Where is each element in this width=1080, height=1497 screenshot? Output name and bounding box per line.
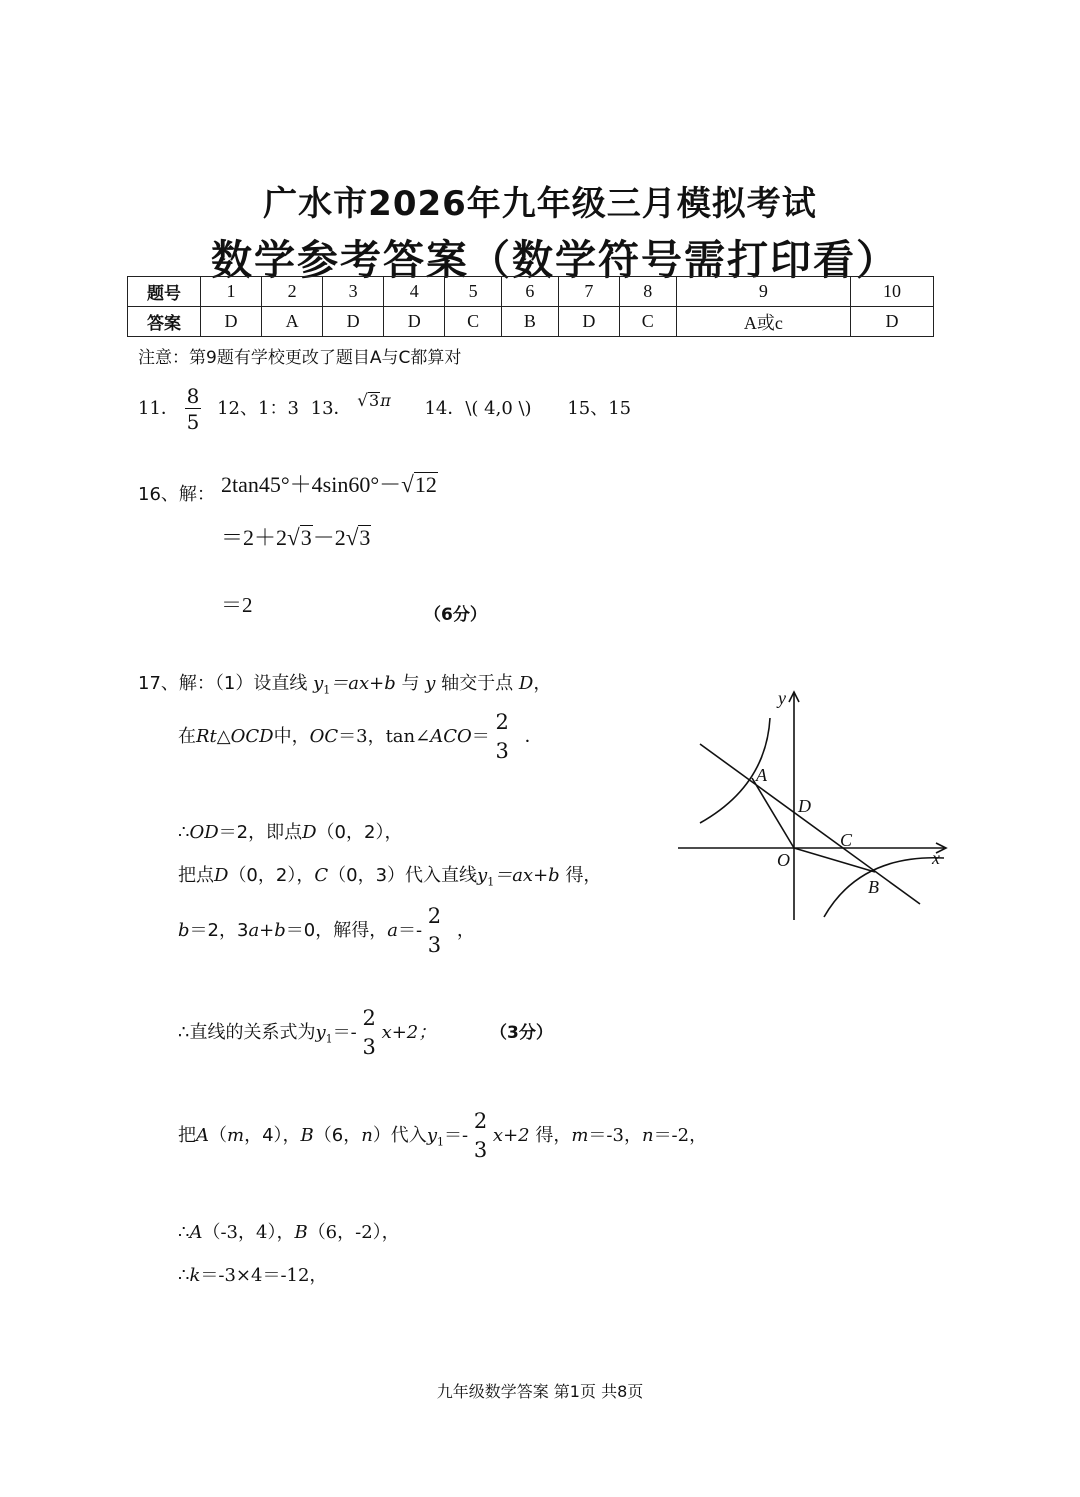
q16-expr-text: 2tan45°＋4sin60°－: [221, 472, 402, 497]
q17-l5-eq2: ＝-: [397, 920, 423, 941]
q16-score: （6分）: [424, 605, 487, 625]
q17-l3-OD: OD: [189, 822, 219, 843]
q17-l2-a: 在: [178, 726, 196, 747]
q17-l7-m-var: m: [571, 1125, 589, 1146]
q17-l5-den: 3: [427, 933, 442, 957]
q17-l7-A: A: [196, 1125, 209, 1146]
q13-radicand: 3: [369, 391, 380, 410]
q11-fraction: [185, 386, 202, 432]
table-cell: 4: [384, 277, 445, 307]
q17-l2-OC: OC: [309, 726, 339, 747]
segment-OB: [794, 848, 875, 872]
q17-l1-eq: ＝ax+b: [330, 673, 396, 694]
function-graph: [674, 686, 954, 926]
q17-l4-e: （0，3）代入直线: [328, 865, 478, 886]
q17-l6-den: 3: [362, 1035, 376, 1059]
q17-l2-num: 2: [495, 710, 509, 734]
q16-expression: 2tan45°＋4sin60°－√12: [221, 471, 437, 497]
q17-l8-therefore: ∴: [178, 1222, 190, 1243]
q17-l2-fraction: [495, 712, 508, 762]
table-header-number: 题号: [128, 277, 201, 307]
table-cell: B: [502, 307, 559, 337]
page-footer: 九年级数学答案 第1页 共8页: [436, 1382, 644, 1401]
graph-label-x: x: [932, 848, 940, 868]
q13-label: 13．: [310, 398, 352, 419]
q17-l1-yu: 与: [401, 673, 420, 694]
q17-l7-k: 得，: [535, 1125, 572, 1146]
q17-l6-score: （3分）: [489, 1023, 553, 1043]
answer-table: [127, 276, 934, 337]
q17-l6-eq: ＝-: [332, 1022, 357, 1043]
graph-label-y: y: [778, 688, 786, 708]
q11-denominator: 5: [186, 410, 200, 434]
q17-l6-a: ∴直线的关系式为: [178, 1022, 316, 1043]
q17-line1: [138, 669, 551, 697]
table-cell: 8: [619, 277, 676, 307]
q17-l6-d: x+2；: [381, 1022, 437, 1043]
q17-l6-sub: 1: [325, 1032, 333, 1046]
q17-l7-eq: ＝-: [443, 1125, 469, 1146]
q17-l4-sub: 1: [487, 875, 495, 889]
table-cell: D: [384, 307, 445, 337]
q17-l5-solve: ＝0，解得，: [285, 920, 388, 941]
q16-step2-a: ＝2＋2: [221, 525, 288, 550]
exam-title: 广水市2026年九年级三月模拟考试: [263, 184, 817, 224]
q17-l8-A: A: [189, 1222, 203, 1243]
table-cell: C: [445, 307, 502, 337]
table-cell: 6: [502, 277, 559, 307]
q17-l2-tan: ＝3，tan∠: [338, 726, 431, 747]
q16-step3: ＝2: [221, 593, 253, 617]
q17-l7-fraction: [474, 1111, 487, 1161]
q16-step2-rad1: 3: [300, 525, 312, 550]
q11-numerator: 8: [186, 384, 200, 408]
q17-l7-g: ）代入: [372, 1125, 427, 1146]
q17-l4-a: 把点: [178, 865, 214, 886]
q17-l7-c: （: [209, 1125, 227, 1146]
table-cell: 3: [323, 277, 384, 307]
hyperbola-branch-lower-right: [824, 858, 944, 917]
q17-l4-eq: ＝ax+b: [494, 865, 560, 886]
q16-step2-b: －2: [312, 525, 346, 550]
q17-l9-k: k: [189, 1265, 201, 1286]
q16-label: 16、解：: [138, 484, 215, 505]
q16-step2-rad2: 3: [359, 525, 371, 550]
table-cell: A: [262, 307, 323, 337]
graph-label-C: C: [840, 830, 853, 850]
q17-l1-sub: 1: [323, 683, 331, 697]
line-through-A-D-C-B: [700, 744, 920, 904]
table-cell: D: [851, 307, 934, 337]
question-number-row: [128, 277, 934, 307]
q17-line3: [178, 818, 402, 844]
q17-l8-e: （6，-2），: [307, 1222, 400, 1243]
q17-l5-end: ，: [456, 920, 475, 941]
q17-line9: [178, 1261, 327, 1287]
answer-key-title: 数学参考答案（数学符号需打印看）: [211, 236, 899, 284]
q17-l6-fraction: [362, 1008, 375, 1058]
table-cell: 7: [558, 277, 619, 307]
table-cell: 5: [445, 277, 502, 307]
table-cell: 10: [851, 277, 934, 307]
q17-l6-num: 2: [362, 1006, 376, 1030]
q17-l5-num: 2: [427, 904, 442, 928]
q17-l2-ACO: ACO: [430, 726, 472, 747]
note-text: 注意：第9题有学校更改了题目A与C都算对: [138, 348, 462, 368]
q17-l7-n-var: n: [641, 1125, 654, 1146]
q17-l7-n-val: ＝-2，: [653, 1125, 708, 1146]
q13-pi: π: [380, 391, 391, 410]
q17-l2-den: 3: [495, 739, 509, 763]
q17-l1-y: y: [313, 673, 324, 694]
table-cell: 1: [201, 277, 262, 307]
table-cell: 9: [676, 277, 850, 307]
graph-label-D: D: [798, 796, 811, 816]
q17-l5-b: b: [178, 920, 190, 941]
fill-in-answers: [138, 386, 631, 432]
table-cell: C: [619, 307, 676, 337]
q17-l3-c: ＝2，即点: [218, 822, 303, 843]
q17-l1-text: 轴交于点: [441, 673, 514, 694]
q11-label: 11．: [138, 398, 179, 419]
table-cell: D: [201, 307, 262, 337]
q17-line2: [178, 712, 543, 762]
q17-l7-j: x+2: [492, 1125, 530, 1146]
q17-l7-sub: 1: [436, 1135, 444, 1149]
q17-l2-eq: ＝: [471, 726, 490, 747]
q17-l8-c: （-3，4），: [202, 1222, 295, 1243]
q17-l1-D: D: [518, 673, 534, 694]
q12-answer: 12、1：3: [217, 398, 299, 419]
q17-l3-therefore: ∴: [178, 822, 190, 843]
q17-l7-n: n: [361, 1125, 373, 1146]
q17-l1-end: ，: [533, 673, 552, 694]
q17-line5: [178, 906, 475, 956]
q17-l6-y: y: [315, 1022, 326, 1043]
q17-l2-triangle: Rt△OCD: [196, 726, 274, 747]
q17-l3-D: D: [302, 822, 317, 843]
q17-l9-therefore: ∴: [178, 1265, 190, 1286]
table-cell: D: [558, 307, 619, 337]
q16-step2: ＝2＋2√3－2√3: [221, 524, 371, 550]
table-cell: 2: [262, 277, 323, 307]
graph-label-A: A: [756, 765, 767, 785]
q17-l8-B: B: [294, 1222, 308, 1243]
q17-l5-a: a: [387, 920, 398, 941]
q17-l5-ab: a+b: [248, 920, 286, 941]
q17-l7-a: 把: [178, 1125, 196, 1146]
answer-row: [128, 307, 934, 337]
q17-l2-c: 中，: [273, 726, 310, 747]
q17-l1-yaxis: y: [425, 673, 436, 694]
q17-l3-e: （0，2），: [316, 822, 403, 843]
q14-answer: 14．\( 4,0 \): [424, 398, 532, 419]
q17-line6: [178, 1008, 553, 1058]
q17-l5-fraction: [428, 906, 441, 956]
q17-line4: [178, 861, 601, 889]
q17-l4-c: （0，2），: [228, 865, 315, 886]
q17-line8: [178, 1218, 400, 1244]
q17-l7-f: （6，: [313, 1125, 362, 1146]
q17-l7-m-val: ＝-3，: [588, 1125, 642, 1146]
q17-l5-eq1: ＝2，3: [189, 920, 249, 941]
q17-l7-d: ，4），: [244, 1125, 301, 1146]
q17-l9-c: ＝-3×4＝-12，: [200, 1265, 328, 1286]
table-header-answer: 答案: [128, 307, 201, 337]
q17-l7-m: m: [227, 1125, 245, 1146]
q17-line7: [178, 1111, 707, 1161]
segment-OA: [752, 778, 794, 848]
graph-label-O: O: [777, 850, 790, 870]
q13-answer: √3π: [357, 390, 391, 410]
q17-l4-h: 得，: [565, 865, 602, 886]
q17-label: 17、解：（1）设直线: [138, 673, 308, 694]
q17-l7-num: 2: [473, 1109, 488, 1133]
q17-l4-y: y: [477, 865, 488, 886]
q17-l4-D: D: [214, 865, 229, 886]
q17-l7-den: 3: [473, 1138, 488, 1162]
q15-answer: 15、15: [567, 398, 632, 419]
q16-expr-radicand: 12: [414, 472, 437, 497]
table-cell: D: [323, 307, 384, 337]
table-cell: A或c: [676, 307, 850, 337]
q17-l4-C: C: [314, 865, 329, 886]
q17-l7-y: y: [426, 1125, 437, 1146]
q17-l7-B: B: [300, 1125, 314, 1146]
q17-l2-end: ．: [524, 726, 543, 747]
graph-label-B: B: [868, 877, 879, 897]
